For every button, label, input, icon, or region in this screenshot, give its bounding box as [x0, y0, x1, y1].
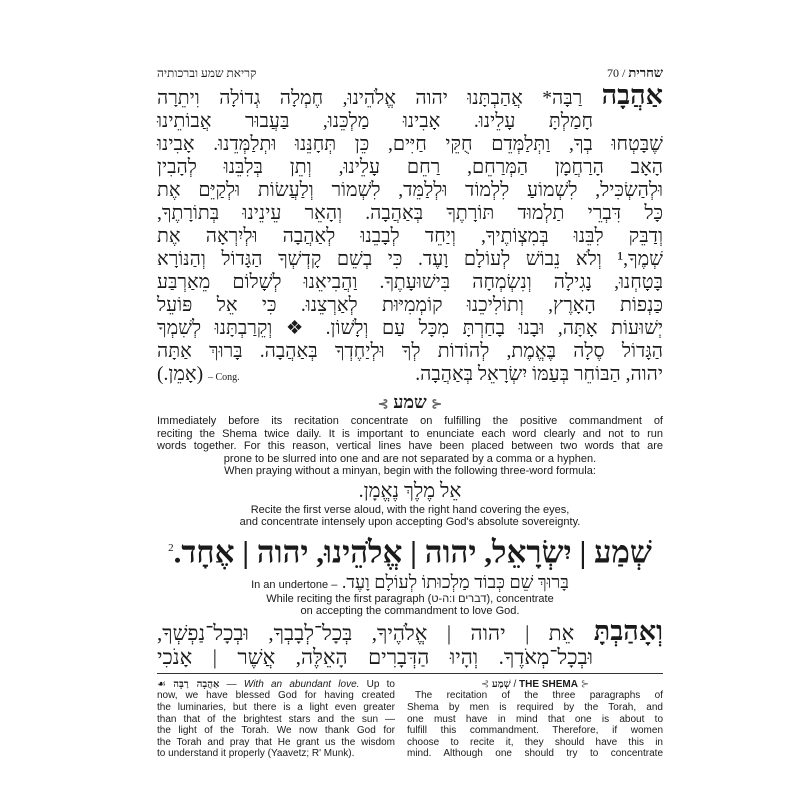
divider: [157, 673, 663, 674]
three-word-formula: אֵל מֶלֶךְ נֶאֱמָן.: [358, 479, 462, 502]
running-header-section: קריאת שמע וברכותיה: [157, 66, 257, 80]
page-number: 70: [607, 66, 620, 80]
ahavah-rabbah-paragraph: [157, 80, 663, 389]
cong-label: – Cong.: [207, 372, 240, 383]
veahavta-paragraph: וְאָהַבְתָּ אֵת | יהוה | אֱלֹהֶיךָ, בְּכָל־לְבָבְךָ, וּבְכָל־נַפְשְׁךָ, וּבְכָל־מְאֹדֶךָ. וְהָיוּ הַדְּבָרִים הָאֵלֶּה, אֲשֶׁר | אָנֹכִי: [157, 615, 664, 669]
text-line: וְדַבֵּק לִבֵּנוּ בְּמִצְוֹתֶיךָ, וְיַחֵד לְבָבֵנוּ לְאַהֲבָה וּלְיִרְאָה אֶת: [157, 226, 663, 247]
text-line: יהוה, הַבּוֹחֵר בְּעַמּוֹ יִשְׂרָאֵל בְּאַהֲבָה. – Cong. (אָמֵן.): [157, 363, 663, 389]
ornament-icon: ⊱: [377, 396, 389, 411]
page-body: [157, 80, 664, 760]
verse-instructions: Recite the first verse aloud, with the right hand covering the eyes, and concentrate intensely upon accepting God's absolute sovereignty.: [239, 503, 581, 528]
text-line: כַּנְפוֹת הָאָרֶץ, וְתוֹלִיכֵנוּ קוֹמְמִיּוּת לְאַרְצֵנוּ. כִּי אֵל פּוֹעֵל: [157, 295, 663, 316]
paragraph-instructions: While reciting the first paragraph (דברים ו:ה-ט), concentrate on accepting the commandment to love God.: [266, 592, 554, 618]
cong-response-group: [157, 363, 240, 389]
text-line: בָּטָחְנוּ, נָגִילָה וְנִשְׂמְחָה בִּישׁוּעָתֶךָ. וַהֲבִיאֵנוּ לְשָׁלוֹם מֵאַרְבַּע: [157, 272, 663, 293]
text-line: יְשׁוּעוֹת אָתָּה, וּבָנוּ בָחַרְתָּ מִכָּל עַם וְלָשׁוֹן. ❖ וְקֵרַבְתָּנוּ לְשִׁמְךָ: [157, 318, 663, 339]
shema-instructions: Immediately before its recitation concentrate on fulfilling the positive commandment of reciting the Shema twice daily. It is important to enunciate each word clearly and not to run words together. For this reason, vertical lines have been placed between two words that are prone to be slurred into one and are not separated by a comma or a hyphen. When praying without a minyan, begin with the following three-word formula:: [157, 415, 663, 477]
text-line: אַהֲבָה רַבָּה* אֲהַבְתָּנוּ יהוה אֱלֹהֵינוּ, חֶמְלָה גְדוֹלָה וִיתֵרָה: [157, 80, 663, 110]
commentary: [157, 679, 663, 760]
bullet-icon: ☙: [157, 678, 166, 690]
veahavta-word: וְאָהַבְתָּ: [593, 615, 664, 646]
text-line: וּלְהַשְׂכִּיל, לִשְׁמוֹעַ לִלְמוֹד וּלְלַמֵּד, לִשְׁמוֹר וְלַעֲשׂוֹת וּלְקַיֵּם אֶת: [157, 180, 663, 201]
commentary-heading: ⊰ שְׁמַע / THE SHEMA ⊱: [480, 678, 590, 690]
cong-response: (אָמֵן.): [157, 364, 204, 385]
baruch-shem-line: In an undertone – בָּרוּךְ שֵׁם כְּבוֹד מַלְכוּתוֹ לְעוֹלָם וָעֶד.: [251, 571, 569, 592]
opening-word: אַהֲבָה: [601, 80, 663, 110]
shema-verse: שְׁמַע | יִשְׂרָאֵל, יהוה | אֱלֹהֵינוּ, יהוה | אֶחָד.$^2$: [168, 533, 652, 569]
commentary-right: ⊰ שְׁמַע / THE SHEMA ⊱ The recitation of the three paragraphs of Shema by men is required by the Torah, and one must have in mind that one is about to fulfill this commandment. Therefore, if women choose to recite it, they should have this in mind. Although one should try to concentrate: [407, 678, 663, 760]
text-line: שְׁמֶךָ,¹ וְלֹא נֵבוֹשׁ לְעוֹלָם וָעֶד. כִּי בְשֵׁם קָדְשְׁךָ הַגָּדוֹל וְהַנּוֹרָא: [157, 249, 663, 270]
text-line: הַגָּדוֹל סֶלָה בֶּאֱמֶת, לְהוֹדוֹת לְךָ וּלְיַחֶדְךָ בְּאַהֲבָה. בָּרוּךְ אַתָּה: [157, 341, 663, 362]
text-line: כָּל דִּבְרֵי תַלְמוּד תּוֹרָתֶךָ בְּאַהֲבָה. וְהָאֵר עֵינֵינוּ בְּתוֹרָתֶךָ,: [157, 203, 663, 224]
running-header-page: שחרית / 70: [607, 65, 663, 80]
service-name: שחרית: [628, 65, 663, 80]
ornament-icon: ⊱: [580, 678, 590, 690]
footnote-marker: 2: [168, 541, 174, 554]
shema-heading: ⊰ שמע ⊱: [377, 392, 443, 412]
text-line: שֶׁבָּטְחוּ בְךָ, וַתְּלַמְּדֵם חֻקֵּי חַיִּים, כֵּן תְּחָנֵּנוּ וּתְלַמְּדֵנוּ. אָבִינוּ: [157, 134, 663, 155]
text-line: הָאָב הָרַחֲמָן הַמְּרַחֵם, רַחֵם עָלֵינוּ, וְתֵן בְּלִבֵּנוּ לְהָבִין: [157, 157, 663, 178]
undertone-label: In an undertone –: [251, 578, 338, 591]
commentary-left: ☙ אַהֲבָה רַבָּה — With an abundant love. Up to now, we have blessed God for having created the luminaries, but there is a light even greater than that of the brightest stars and the sun — the light of the Torah. We now thank God for the Torah and pray that He grant us the wisdom to understand it properly (Yaavetz; R' Munk).: [157, 678, 395, 760]
ornament-icon: ⊰: [431, 396, 443, 411]
text-line: חָמַלְתָּ עָלֵינוּ. אָבִינוּ מַלְכֵּנוּ, בַּעֲבוּר אֲבוֹתֵינוּ: [157, 111, 593, 132]
ornament-icon: ⊰: [480, 678, 490, 690]
